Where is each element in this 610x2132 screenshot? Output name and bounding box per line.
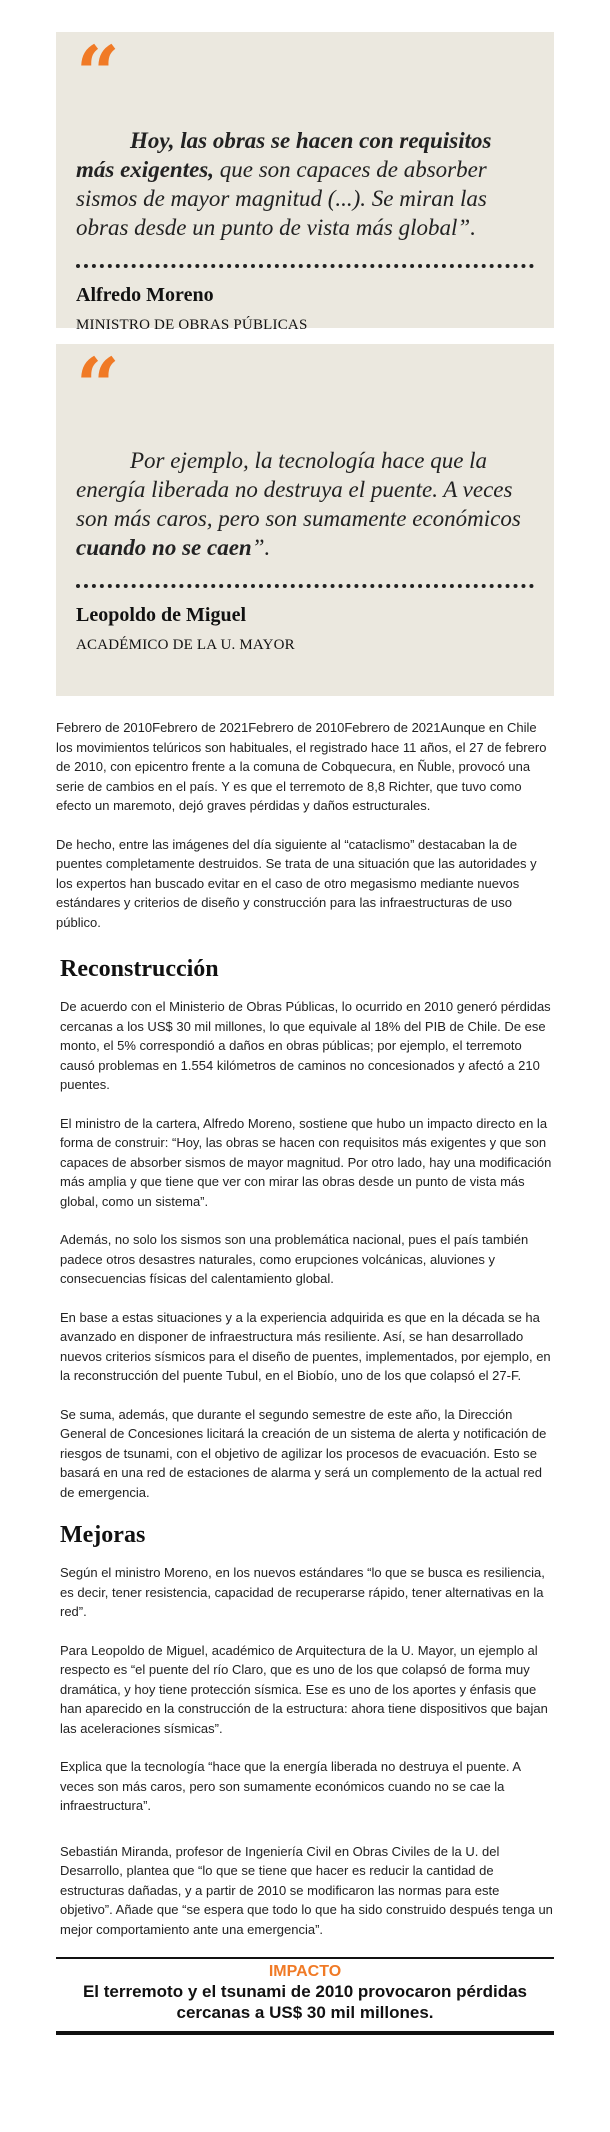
body-paragraph: Se suma, además, que durante el segundo semestre de este año, la Dirección General de Concesiones licitará la creación de un sistema de alerta y notificación de riesgos de tsunami, con el objetivo de agilizar los procesos de evacuación. Esto se basará en una red de estaciones de alarma y será un complemento de la actual red de emergencia. bbox=[60, 1406, 547, 1500]
impact-callout bbox=[56, 1957, 554, 2035]
body-paragraph: Además, no solo los sismos son una problemática nacional, pues el país también padece otros desastres naturales, como erupciones volcánicas, aluviones y consecuencias físicas del calentamiento global. bbox=[60, 1232, 529, 1286]
body-paragraph: En base a estas situaciones y a la experiencia adquirida es que en la década se ha avanzado en disponer de infraestructura más resiliente. Así, se han desarrollado nuevos criterios sísmicos para el diseño de puentes, implementados, por ejemplo, en la reconstrucción del puente Tubul, en el Biobío, uno de los que colapsó el 27-F. bbox=[60, 1309, 551, 1383]
article bbox=[56, 29, 554, 2035]
body-paragraph: Sebastián Miranda, profesor de Ingeniería Civil en Obras Civiles de la U. del Desarrollo, plantea que “lo que se tiene que hacer es reducir la cantidad de estructuras dañadas, y a partir de 2010 se modificaron las normas para este objetivo”. Añade que “se espera que todo lo que ha sido construido después tenga un mejor comportamiento ante una emergencia”. bbox=[60, 1843, 553, 1937]
section-heading-mejoras: Mejoras bbox=[60, 1522, 146, 1548]
quote-author-role: MINISTRO DE OBRAS PÚBLICAS bbox=[76, 317, 308, 333]
quote-text: Por ejemplo, la tecnología hace que la energía liberada no destruya el puente. A veces son más caros, pero son sumamente económicos cuando no se caen”. bbox=[76, 448, 521, 560]
impact-text: El terremoto y el tsunami de 2010 provocaron pérdidas cercanas a US$ 30 mil millones. bbox=[82, 1982, 528, 2022]
body-paragraph: El ministro de la cartera, Alfredo Moreno, sostiene que hubo un impacto directo en la forma de construir: “Hoy, las obras se hacen con requisitos más exigentes y que son capaces de absorber sismos de mayor magnitud. Por otro lado, hay una modificación más amplia y que tiene que ver con mirar las obras desde un punto de vista más global, como un sistema”. bbox=[60, 1115, 552, 1209]
quote-mark-icon: “ bbox=[76, 341, 120, 430]
body-paragraph: Para Leopoldo de Miguel, académico de Arquitectura de la U. Mayor, un ejemplo al respecto es “el puente del río Claro, que es uno de los que colapsó de forma muy dramática, y hoy tiene protección sísmica. Ese es uno de los aportes y énfasis que han aparecido en la construcción de la estructura: ahora tiene dispositivos que bajan las aceleraciones sísmicas”. bbox=[60, 1642, 548, 1736]
dotted-divider bbox=[76, 264, 534, 268]
impact-label: IMPACTO bbox=[268, 1963, 342, 1980]
body-paragraph: De acuerdo con el Ministerio de Obras Públicas, lo ocurrido en 2010 generó pérdidas cercanas a los US$ 30 mil millones, lo que equivale al 18% del PIB de Chile. De ese monto, el 5% correspondió a daños en obras públicas; por ejemplo, el terremoto causó problemas en 1.554 kilómetros de caminos no concesionados y afectó a 210 puentes. bbox=[60, 999, 551, 1092]
pull-quote-moreno bbox=[56, 29, 554, 333]
quote-author-role: ACADÉMICO DE LA U. MAYOR bbox=[76, 637, 295, 653]
pull-quote-de-miguel bbox=[56, 341, 554, 696]
section-heading-reconstruccion: Reconstrucción bbox=[60, 956, 219, 982]
quote-author-name: Alfredo Moreno bbox=[76, 284, 214, 306]
body-paragraph: Explica que la tecnología “hace que la energía liberada no destruya el puente. A veces son más caros, pero son sumamente económicos cuando no se cae la infraestructura”. bbox=[60, 1759, 521, 1813]
body-paragraph: Según el ministro Moreno, en los nuevos estándares “lo que se busca es resiliencia, es decir, tener resistencia, capacidad de recuperarse rápido, tener alternativas en la red”. bbox=[60, 1565, 545, 1619]
intro-paragraph: De hecho, entre las imágenes del día siguiente al “cataclismo” destacaban la de puentes completamente destruidos. Se trata de una situación que las autoridades y los expertos han buscado evitar en el caso de otro megasismo mediante nuevos estándares y criterios de diseño y construcción para las infraestructuras de uso público. bbox=[56, 836, 537, 930]
quote-mark-icon: “ bbox=[76, 29, 120, 118]
quote-author-name: Leopoldo de Miguel bbox=[76, 604, 247, 626]
dotted-divider bbox=[76, 584, 534, 588]
quote-text: Hoy, las obras se hacen con requisitos más exigentes, que son capaces de absorber sismos de mayor magnitud (...). Se miran las obras desde un punto de vista más global”. bbox=[76, 128, 492, 240]
intro-paragraph: Febrero de 2010Febrero de 2021Febrero de 2010Febrero de 2021Aunque en Chile los movimientos telúricos son habituales, el registrado hace 11 años, el 27 de febrero de 2010, con epicentro frente a la comuna de Cobquecura, en Ñuble, provocó una serie de cambios en el país. Y es que el terremoto de 8,8 Richter, que tuvo como efecto un maremoto, dejó graves pérdidas y daños estructurales. bbox=[56, 720, 547, 813]
